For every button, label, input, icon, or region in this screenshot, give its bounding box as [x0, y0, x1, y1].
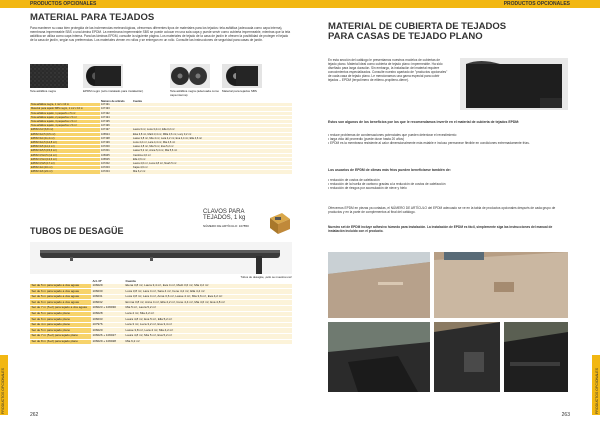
photo-roof-application-2	[434, 252, 568, 318]
table-cell: Tela asfáltica negra, 1 m2 x 10 m	[30, 103, 100, 107]
table-cell: Ella 3,6 m²	[132, 157, 292, 161]
table-cell: EPDM 3x4,5 (12,8 m²)	[30, 141, 100, 145]
caption-roofing-felt: Tela asfáltica negra	[30, 89, 56, 93]
table-cell: 107203	[100, 166, 132, 170]
table-cell: 106525	[100, 157, 132, 161]
table-cell: 107197	[100, 128, 132, 132]
table-cell: Tela asfáltica tejado, 4 pequeños x 5 m²	[30, 124, 100, 128]
table-cell: 107202	[100, 162, 132, 166]
caption-felt-inner: Tela asfáltica negra (adecuada como capa interna)	[170, 89, 220, 97]
photo-sbs-roll	[222, 64, 262, 88]
drainage-note: Tubos de desagüe, ¡sólo se muestra uno!	[240, 275, 292, 279]
table-cell: Laura 4,6 m², Luca 4,8 m², Noah 5 m²	[132, 162, 292, 166]
right-page	[300, 0, 600, 424]
table-cell: EPDM 3,5x4 (13,6 m²)	[30, 157, 100, 161]
list-item: • reduce problemas de condensaciones potenciales que pueden deteriorar el revestimiento	[328, 133, 457, 137]
table-cell: Laura 4,8 m², Mia 5 m², Eva 5,2 m²	[124, 333, 292, 339]
drainage-table	[30, 280, 292, 345]
table-cell: EPDM 3,5x5 (17 m²)	[30, 162, 100, 166]
table-cell: 106032	[91, 300, 124, 306]
right-side-tab-label: PRODUCTOS OPCIONALES	[595, 367, 599, 414]
table-cell: EPDM 4x4 (16 m²)	[30, 166, 100, 170]
table-cell: Lasse 3,8 m², Mia 4 m², Lara 4,2 m², Eva 4,4 m², Ella 4,6 m²	[132, 136, 292, 140]
table-cell: Set de 6 m para tejado plano	[30, 317, 91, 323]
table-cell: Set de 7 m (5+2) para tejado a dos aguas	[30, 305, 91, 311]
photo-roof-application-1	[328, 252, 430, 318]
intro-text: Para mantener su casa bien protegida de las inclemencias meteorológicas, ofrecemos diferentes tipos de materiales para los tejados: tela asfáltica (adecuada como capa interna), membrana impermeable SBS o una lámina EPDM. La membrana impermeable SBS se puede colocar en una sola capa y puede servir como cubierta impermeable, mientras que la tela asfáltica se utiliza como capa interna. Para las láminas EPDM, consulte la siguiente página. Los materiales de tejado de la casa de jardín le ofrecen la posibilidad de proteger el tejado de la casa de jardín, según sus preferencias. Los materiales vienen en rollos y se entregan en un rollo. Consulte las instrucciones de seguridad para casas de jardín.	[30, 26, 291, 42]
photo-epdm-sheet	[460, 58, 568, 110]
table-cell: 107193	[100, 107, 132, 111]
photo-roofing-felt	[30, 64, 68, 88]
list-item: • reducción de la huella de carbono gracias a la reducción de costos de calefacción	[328, 182, 446, 187]
page-title: MATERIAL PARA TEJADOS	[30, 12, 155, 23]
table-cell: Set de 8 m (6+2) para tejado plano	[30, 339, 91, 345]
photo-roof-application-3	[328, 322, 430, 392]
right-header-bar	[300, 0, 600, 8]
table-cell: Luca 4,2 m², Lara 4,4 m², Mia 4,6 m²	[132, 141, 292, 145]
page-title-right: MATERIAL DE CUBIERTA DE TEJADOS PARA CASAS DE TEJADO PLANO	[328, 21, 507, 42]
table-cell: Set de 5 m para tejado plano	[30, 328, 91, 334]
table-cell: Set de 5 m para tejado plano	[30, 311, 91, 317]
table-cell: EPDM 4x6 (24 m²)	[30, 170, 100, 174]
table-cell: 106524	[100, 132, 132, 136]
table-cell: Tela asfáltica tejado, 2 pequeños x 5 m²	[30, 115, 100, 119]
table-cell: Mia 6,2 m²	[124, 339, 292, 345]
photo-epdm-roll	[83, 64, 123, 88]
table-cell: 107192	[100, 111, 132, 115]
table-cell: 106020	[91, 328, 124, 334]
column-header: Cuenta	[133, 100, 142, 103]
table-cell: 107194	[100, 115, 132, 119]
table-cell: Luca 3,8 m², Lara 4 m², Anna 3,6 m², Lasse 4 m², Mia 3,6 m², Eva 4,2 m²	[124, 294, 292, 300]
table-cell: Mia 5 m², Laura 5,2 m²	[124, 305, 292, 311]
list-item: • reducción de riesgos por acumulación de nieve y hielo	[328, 186, 407, 191]
table-cell: Kajsa 4,6 m²	[132, 166, 292, 170]
table-cell: Emma 3,8 m², Anna 4 m², Ella 4,2 m², Irene 4,4 m², Mia 4,6 m², Eva 4,8 m²	[124, 300, 292, 306]
table-cell: 106029	[91, 284, 124, 289]
table-cell: 107198	[100, 136, 132, 140]
table-cell: EPDM 3,5x3,5 (12 m²)	[30, 153, 100, 157]
table-cell: Elsa 3,8 m², Marit 3,4 m², Milla 3,6 m², Lucy 3,2 m²	[132, 132, 292, 136]
column-header: Número de artículo	[101, 100, 125, 103]
table-cell: Set de 5 m para tejado a dos aguas	[30, 294, 91, 300]
table-cell: Set de 6 m para tejado a dos aguas	[30, 289, 91, 295]
table-cell: EPDM 3x4 (11,4 m²)	[30, 136, 100, 140]
photo-nails-box	[266, 210, 292, 236]
table-cell: 106031	[91, 294, 124, 300]
table-cell: Lara 4 m², Mia 4,2 m²	[124, 311, 292, 317]
table-cell: 106029 + 106028	[91, 339, 124, 345]
table-cell: Laura 3 m², Luca 3,4 m², Ella 3,2 m²	[132, 128, 292, 132]
climates-heading: Los usuarios de EPDM de climas más fríos pueden beneficiarse también de:	[328, 168, 451, 172]
column-header: Art. Nº	[92, 279, 102, 283]
table-cell: Lasse 4,8 m², Mia 5 m², Eva 5,2 m²	[132, 145, 292, 149]
list-item: • EPDM es la membrana resistente al calor dimensionalmente más estable e incluso permanece flexible en condiciones extremadamente frías.	[328, 141, 530, 146]
table-cell: Mia 6,2 m²	[132, 170, 292, 174]
table-cell: Set de 4 m para tejado plano	[30, 322, 91, 328]
table-cell: EPDM 3x3,5 (9,5 m²)	[30, 132, 100, 136]
table-cell: 107196	[100, 124, 132, 128]
offer-text: Ofrecemos EPDM en piezas ya cortadas, el NÚMERO DE ARTÍCULO del EPDM adecuado se ve en la tabla de productos opcionales después de cada grupo de productos y en la parte de complementos al final del catálogo.	[328, 206, 556, 214]
table-row	[30, 339, 292, 345]
table-cell: Laura 4,8 m², Eva 5 m², Ella 5,2 m²	[124, 317, 292, 323]
table-cell: Elena 3,8 m², Laura 3,4 m², Eva 4 m², Marit 3,6 m², Mia 3,2 m²	[124, 284, 292, 289]
table-cell: 106026 + 106027	[91, 333, 124, 339]
table-cell: EPDM 3x5,5 (15,6 m²)	[30, 149, 100, 153]
drainage-title: TUBOS DE DESAGÜE	[30, 226, 124, 236]
table-cell: Material para tejado SBS negro, 1 m2 x 10 m	[30, 107, 100, 111]
photo-felt-rolls	[170, 64, 210, 88]
table-cell: EPDM 2x3 (6,8 m²)	[30, 128, 100, 132]
table-cell: 106935	[100, 153, 132, 157]
table-cell: Set de 7 m (5+2) para tejado plano	[30, 333, 91, 339]
table-cell: Carolina 4,6 m²	[132, 153, 292, 157]
table-cell: EPDM 3x5 (14,2 m²)	[30, 145, 100, 149]
nails-article-number: NÚMERO DE ARTÍCULO: 107850	[203, 224, 249, 228]
photo-roof-application-4	[434, 322, 500, 392]
caption-epdm: EPDM negro (sólo instalado para instalación)	[83, 89, 144, 93]
left-section-label: PRODUCTOS OPCIONALES	[30, 1, 97, 7]
table-cell: 106030	[91, 289, 124, 295]
table-cell: 107195	[100, 120, 132, 124]
table-cell: 107204	[100, 170, 132, 174]
left-header-bar	[0, 0, 300, 8]
benefits-list	[328, 133, 568, 146]
left-side-tab-label: PRODUCTOS OPCIONALES	[1, 367, 5, 414]
table-cell: 106033	[91, 317, 124, 323]
right-section-label: PRODUCTOS OPCIONALES	[503, 1, 570, 7]
table-row	[30, 170, 292, 174]
page-number-right: 263	[561, 412, 570, 418]
table-cell: 106028	[91, 311, 124, 317]
table-cell: Set de 6 m para tejado a dos aguas	[30, 300, 91, 306]
photo-gutter	[30, 242, 292, 274]
caption-sbs: Material para tejados SBS	[222, 89, 257, 93]
table-cell: Lasse 3,8 m², Lara 4 m², Mia 4,2 m²	[124, 328, 292, 334]
table-cell: Luca 3,8 m², Lara 4 m², Sara 4 m², Irene 4,2 m², Ella 4,4 m²	[124, 289, 292, 295]
nails-title: CLAVOS PARA TEJADOS, 1 kg	[203, 209, 246, 222]
table-cell: 107191	[100, 103, 132, 107]
install-text: Nuestro set de EPDM incluye adhesivo húmedo para instalación. La instalación de EPDM es fácil, simplemente siga las instrucciones del manual de instalación incluido con el producto.	[328, 225, 553, 233]
page-number-left: 262	[30, 412, 39, 418]
table-cell: 107200	[100, 145, 132, 149]
benefits-heading: Estos son algunos de los beneficios por los que le recomendamos invertir en el material de cubierta de tejados EPDM:	[328, 120, 520, 124]
column-header: Cuenta	[125, 279, 136, 283]
table-cell: Tela asfáltica tejado, 3 pequeños x 5 m²	[30, 120, 100, 124]
table-cell: Lasse 5,2 m², Anna 5,4 m², Mia 5,6 m²	[132, 149, 292, 153]
table-cell: 107201	[100, 149, 132, 153]
table-cell: 107976	[91, 322, 124, 328]
roofing-spec-table	[30, 100, 292, 175]
right-intro-text: En esta sección del catálogo le presentamos nuestros modelos de cubiertas de tejado plano. Material ideal como cubierta de tejado plano: impermeable. Ha sido diseñado para larga duración. Sin embargo, la instalación del material requiere conocimientos especializados. Consulte nuestro apartado de "productos opcionales" de cada casa de tejado plano. Le mencionamos una gama especial para cubrir tejados – EPDM (terpolímero de etileno-propileno-diene).	[328, 58, 448, 82]
climates-list	[328, 178, 568, 191]
photo-roof-application-5	[504, 322, 568, 392]
list-item: • reducción de costos de calefacción	[328, 178, 380, 182]
table-cell: Tela asfáltica tejado, 1 pequeño x 5 m²	[30, 111, 100, 115]
list-item: • larga vida útil promedio (puede durar hasta 20 años)	[328, 137, 405, 142]
table-cell: Set de 5 m para tejado a dos aguas	[30, 284, 91, 289]
table-cell: 106023 + 106030	[91, 305, 124, 311]
table-cell: Lara 3 m², Luca 3,2 m², Eva 3,4 m²	[124, 322, 292, 328]
table-cell: 107199	[100, 141, 132, 145]
